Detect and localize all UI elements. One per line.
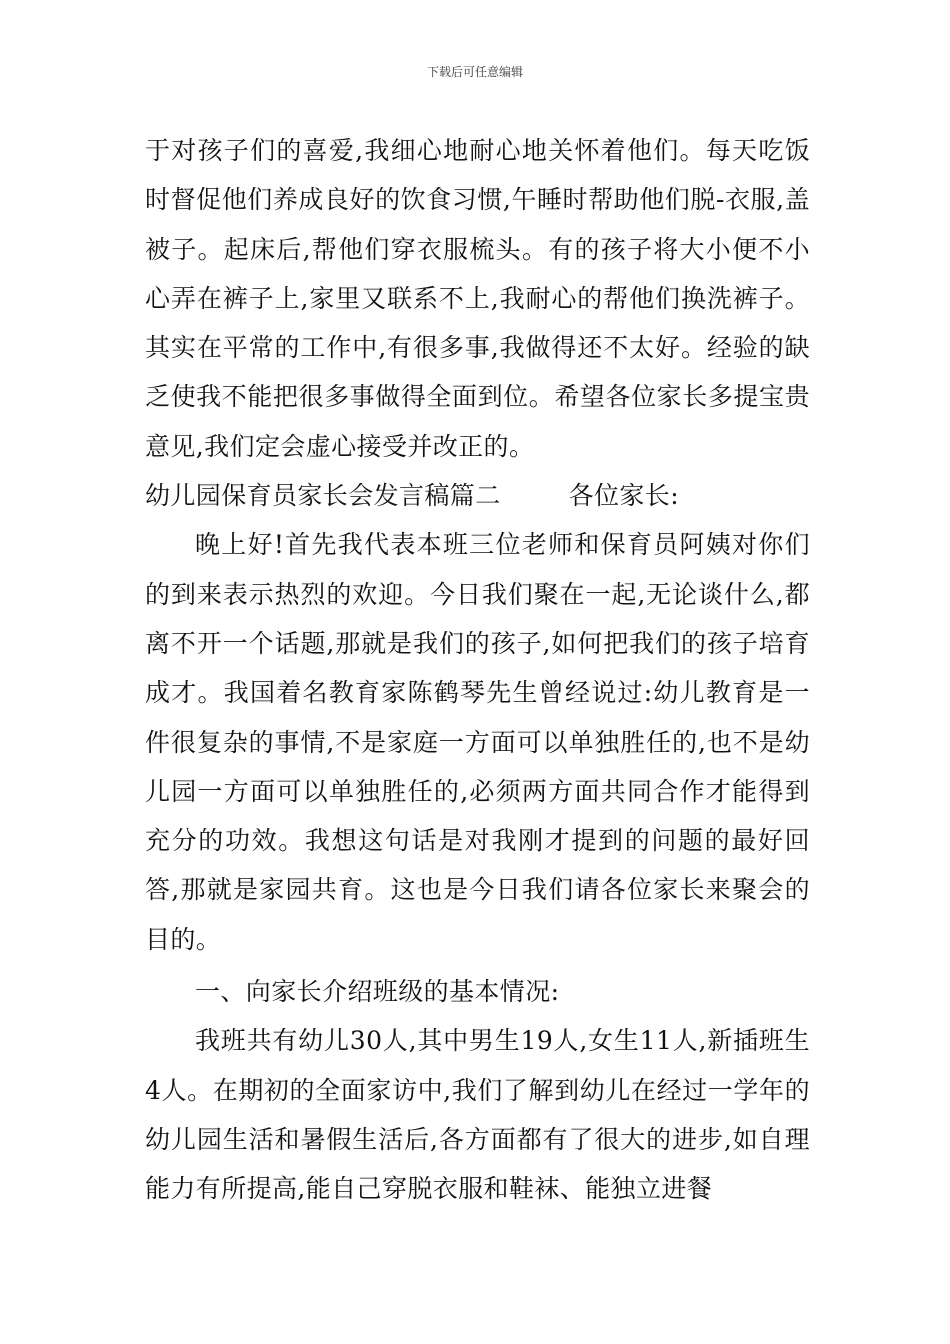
salutation: 各位家长:	[568, 481, 680, 511]
paragraph-class-intro-heading: 一、向家长介绍班级的基本情况:	[195, 977, 560, 1007]
paragraph-welcome: 晚上好!首先我代表本班三位老师和保育员阿姨对你们的到来表示热烈的欢迎。今日我们聚在一起,无论谈什么,都离不开一个话题,那就是我们的孩子,如何把我们的孩子培育成才。我国着名教育家陈鹤琴先生曾经说过:幼儿教育是一件很复杂的事情,不是家庭一方面可以单独胜任的,也不是幼儿园一方面可以单独胜任的,必须两方面共同合作才能得到充分的功效。我想这句话是对我刚才提到的问题的最好回答,那就是家园共育。这也是今日我们请各位家长来聚会的目的。	[145, 530, 810, 954]
paragraph-class-stats: 我班共有幼儿30人,其中男生19人,女生11人,新插班生4人。在期初的全面家访中,我们了解到幼儿在经过一学年的幼儿园生活和暑假生活后,各方面都有了很大的进步,如自理能力有所提高,能自己穿脱衣服和鞋袜、能独立进餐	[145, 1026, 810, 1204]
section-title: 幼儿园保育员家长会发言稿篇二	[145, 481, 501, 511]
paragraph-care-duties: 于对孩子们的喜爱,我细心地耐心地关怀着他们。每天吃饭时督促他们养成良好的饮食习惯,午睡时帮助他们脱-衣服,盖被子。起床后,帮他们穿衣服梳头。有的孩子将大小便不小心弄在裤子上,家里又联系不上,我耐心的帮他们换洗裤子。其实在平常的工作中,有很多事,我做得还不太好。经验的缺乏使我不能把很多事做得全面到位。希望各位家长多提宝贵意见,我们定会虚心接受并改正的。	[145, 136, 810, 461]
document-body	[145, 126, 810, 1214]
section-heading	[145, 471, 810, 520]
page-header-note: 下载后可任意编辑	[426, 65, 523, 79]
